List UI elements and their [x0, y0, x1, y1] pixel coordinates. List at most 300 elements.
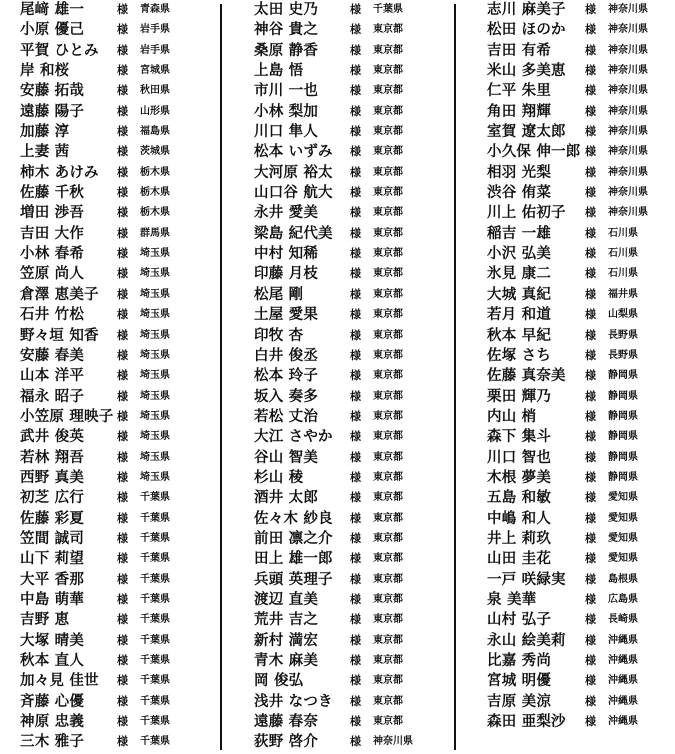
person-name: 武井 俊英 — [20, 429, 85, 446]
list-item — [20, 183, 210, 203]
person-name: 吉田 大作 — [20, 225, 85, 242]
person-name: 川口 隼人 — [254, 124, 319, 141]
person-name: 新村 満宏 — [254, 632, 319, 649]
prefecture: 沖縄県 — [608, 695, 638, 707]
honorific: 様 — [350, 450, 361, 464]
prefecture: 東京都 — [373, 288, 403, 300]
honorific: 様 — [350, 613, 361, 627]
honorific: 様 — [350, 389, 361, 403]
person-name: 酒井 太郎 — [254, 490, 319, 507]
honorific: 様 — [350, 694, 361, 708]
prefecture: 埼玉県 — [140, 471, 170, 483]
honorific: 様 — [585, 470, 596, 484]
person-name: 初芝 広行 — [20, 490, 85, 507]
prefecture: 千葉県 — [140, 634, 170, 646]
prefecture: 神奈川県 — [608, 85, 648, 97]
honorific: 様 — [117, 552, 128, 566]
prefecture: 埼玉県 — [140, 329, 170, 341]
person-name: 田上 雄一郎 — [254, 551, 333, 568]
list-item — [254, 264, 444, 284]
prefecture: 埼玉県 — [140, 268, 170, 280]
honorific: 様 — [585, 23, 596, 37]
prefecture: 神奈川県 — [608, 166, 648, 178]
person-name: 山村 弘子 — [487, 612, 552, 629]
prefecture: 栃木県 — [140, 207, 170, 219]
prefecture: 埼玉県 — [140, 309, 170, 321]
prefecture: 千葉県 — [140, 655, 170, 666]
list-item — [254, 81, 444, 101]
prefecture: 東京都 — [373, 675, 403, 687]
honorific: 様 — [350, 531, 361, 545]
list-item — [487, 570, 672, 590]
prefecture: 東京都 — [373, 573, 403, 585]
prefecture: 東京都 — [373, 716, 403, 728]
list-item — [487, 81, 672, 101]
honorific: 様 — [350, 348, 361, 362]
person-name: 谷山 智美 — [254, 449, 319, 466]
honorific: 様 — [585, 328, 596, 342]
person-name: 印藤 月枝 — [254, 266, 319, 283]
prefecture: 東京都 — [373, 146, 403, 158]
person-name: 若月 和道 — [487, 307, 552, 324]
list-item — [20, 244, 210, 264]
list-item — [20, 346, 210, 366]
prefecture: 東京都 — [373, 695, 403, 707]
list-item — [254, 244, 444, 264]
honorific: 様 — [585, 694, 596, 708]
honorific: 様 — [117, 592, 128, 606]
person-name: 室賀 遼太郎 — [487, 124, 566, 141]
person-name: 栗田 輝乃 — [487, 388, 552, 405]
honorific: 様 — [350, 186, 361, 200]
person-name: 若林 翔吾 — [20, 449, 85, 466]
list-item — [20, 570, 210, 590]
list-item — [254, 163, 444, 183]
honorific: 様 — [117, 674, 128, 688]
prefecture: 神奈川県 — [608, 24, 648, 36]
list-item — [20, 285, 210, 305]
person-name: 永山 絵美莉 — [487, 632, 566, 649]
prefecture: 広島県 — [608, 593, 638, 605]
prefecture: 東京都 — [373, 512, 403, 524]
prefecture: 東京都 — [373, 166, 403, 178]
person-name: 比嘉 秀尚 — [487, 653, 552, 669]
list-item — [487, 224, 672, 244]
list-item — [487, 326, 672, 346]
prefecture: 宮城県 — [140, 65, 170, 77]
prefecture: 東京都 — [373, 634, 403, 646]
prefecture: 千葉県 — [140, 492, 170, 504]
list-item — [20, 590, 210, 610]
name-list-column-1 — [20, 0, 210, 754]
honorific: 様 — [585, 3, 596, 16]
honorific: 様 — [117, 226, 128, 240]
list-item — [487, 142, 672, 162]
list-item — [487, 468, 672, 488]
honorific: 様 — [117, 694, 128, 708]
prefecture: 東京都 — [373, 187, 403, 199]
prefecture: 東京都 — [373, 532, 403, 544]
honorific: 様 — [117, 104, 128, 118]
prefecture: 東京都 — [373, 553, 403, 565]
prefecture: 石川県 — [608, 227, 638, 239]
person-name: 角田 翔輝 — [487, 103, 552, 120]
prefecture: 神奈川県 — [373, 736, 413, 748]
list-item — [20, 671, 210, 691]
honorific: 様 — [117, 613, 128, 627]
list-item — [254, 305, 444, 325]
honorific: 様 — [350, 308, 361, 322]
person-name: 泉 美華 — [487, 591, 537, 608]
honorific: 様 — [585, 165, 596, 179]
honorific: 様 — [585, 226, 596, 240]
person-name: 仁平 朱里 — [487, 83, 552, 100]
honorific: 様 — [585, 674, 596, 688]
honorific: 様 — [117, 328, 128, 342]
honorific: 様 — [117, 572, 128, 586]
list-item — [20, 20, 210, 40]
honorific: 様 — [117, 247, 128, 261]
person-name: 石井 竹松 — [20, 307, 85, 324]
honorific: 様 — [117, 654, 128, 667]
honorific: 様 — [585, 430, 596, 444]
person-name: 松尾 剛 — [254, 286, 304, 303]
honorific: 様 — [585, 491, 596, 505]
prefecture: 島根県 — [608, 573, 638, 585]
honorific: 様 — [585, 348, 596, 362]
prefecture: 静岡県 — [608, 451, 638, 463]
prefecture: 沖縄県 — [608, 675, 638, 687]
honorific: 様 — [117, 735, 128, 749]
person-name: 山下 莉望 — [20, 551, 85, 568]
honorific: 様 — [117, 491, 128, 505]
honorific: 様 — [585, 511, 596, 525]
prefecture: 岩手県 — [140, 24, 170, 36]
prefecture: 静岡県 — [608, 471, 638, 483]
honorific: 様 — [350, 206, 361, 220]
person-name: 三木 雅子 — [20, 734, 85, 751]
person-name: 平賀 ひとみ — [20, 42, 99, 59]
person-name: 桑原 静香 — [254, 42, 319, 59]
person-name: 斉藤 心優 — [20, 693, 85, 710]
honorific: 様 — [585, 613, 596, 627]
person-name: 渡辺 直美 — [254, 591, 319, 608]
list-item — [20, 366, 210, 386]
person-name: 松田 ほのか — [487, 22, 566, 39]
honorific: 様 — [585, 125, 596, 139]
person-name: 前田 凛之介 — [254, 530, 333, 547]
person-name: 安藤 春美 — [20, 347, 85, 364]
prefecture: 茨城県 — [140, 146, 170, 158]
list-item — [254, 41, 444, 61]
honorific: 様 — [350, 470, 361, 484]
list-item — [20, 732, 210, 752]
person-name: 小久保 伸一郎 — [487, 144, 581, 161]
person-name: 兵頭 英理子 — [254, 571, 333, 588]
list-item — [487, 244, 672, 264]
honorific: 様 — [117, 450, 128, 464]
person-name: 岡 俊弘 — [254, 673, 304, 690]
person-name: 森下 集斗 — [487, 429, 552, 446]
prefecture: 千葉県 — [140, 716, 170, 728]
list-item — [20, 305, 210, 325]
person-name: 大城 真紀 — [487, 286, 552, 303]
list-item — [20, 41, 210, 61]
honorific: 様 — [117, 470, 128, 484]
person-name: 渋谷 侑菜 — [487, 185, 552, 202]
prefecture: 石川県 — [608, 248, 638, 260]
list-item — [487, 529, 672, 549]
list-item — [20, 203, 210, 223]
prefecture: 青森県 — [140, 4, 170, 15]
list-item — [254, 366, 444, 386]
prefecture: 山梨県 — [608, 309, 638, 321]
list-item — [487, 20, 672, 40]
honorific: 様 — [117, 430, 128, 444]
person-name: 五島 和敏 — [487, 490, 552, 507]
prefecture: 東京都 — [373, 24, 403, 36]
list-item — [20, 712, 210, 732]
honorific: 様 — [117, 145, 128, 159]
honorific: 様 — [117, 64, 128, 78]
prefecture: 埼玉県 — [140, 410, 170, 422]
list-item — [20, 102, 210, 122]
person-name: 福永 昭子 — [20, 388, 85, 405]
prefecture: 東京都 — [373, 410, 403, 422]
honorific: 様 — [585, 43, 596, 57]
person-name: 米山 多美恵 — [487, 63, 566, 80]
list-item — [487, 203, 672, 223]
prefecture: 東京都 — [373, 248, 403, 260]
person-name: 佐藤 真奈美 — [487, 368, 566, 385]
prefecture: 東京都 — [373, 227, 403, 239]
list-item — [20, 61, 210, 81]
person-name: 松本 いずみ — [254, 144, 333, 161]
list-item — [254, 224, 444, 244]
list-item — [487, 407, 672, 427]
honorific: 様 — [350, 592, 361, 606]
honorific: 様 — [350, 552, 361, 566]
prefecture: 東京都 — [373, 309, 403, 321]
list-item — [254, 142, 444, 162]
prefecture: 秋田県 — [140, 85, 170, 97]
prefecture: 千葉県 — [140, 593, 170, 605]
person-name: 大江 さやか — [254, 429, 333, 446]
prefecture: 神奈川県 — [608, 187, 648, 199]
list-item — [254, 122, 444, 142]
person-name: 神谷 貴之 — [254, 22, 319, 39]
prefecture: 千葉県 — [140, 512, 170, 524]
prefecture: 群馬県 — [140, 227, 170, 239]
list-item — [20, 326, 210, 346]
list-item — [254, 671, 444, 691]
list-item — [254, 102, 444, 122]
honorific: 様 — [350, 511, 361, 525]
person-name: 倉澤 恵美子 — [20, 286, 99, 303]
prefecture: 東京都 — [373, 207, 403, 219]
prefecture: 福井県 — [608, 288, 638, 300]
honorific: 様 — [585, 633, 596, 647]
honorific: 様 — [350, 369, 361, 383]
honorific: 様 — [117, 308, 128, 322]
honorific: 様 — [350, 267, 361, 281]
person-name: 若松 丈治 — [254, 408, 319, 425]
person-name: 小林 梨加 — [254, 103, 319, 120]
honorific: 様 — [350, 674, 361, 688]
prefecture: 千葉県 — [140, 573, 170, 585]
person-name: 笠原 尚人 — [20, 266, 85, 283]
person-name: 川上 佑初子 — [487, 205, 566, 222]
person-name: 小原 優己 — [20, 22, 85, 39]
prefecture: 静岡県 — [608, 431, 638, 443]
list-item — [20, 387, 210, 407]
honorific: 様 — [585, 450, 596, 464]
person-name: 氷見 康二 — [487, 266, 552, 283]
person-name: 山口谷 航大 — [254, 185, 333, 202]
honorific: 様 — [585, 369, 596, 383]
prefecture: 千葉県 — [140, 532, 170, 544]
person-name: 中島 萌華 — [20, 591, 85, 608]
prefecture: 東京都 — [373, 614, 403, 626]
list-item — [254, 448, 444, 468]
list-item — [487, 549, 672, 569]
honorific: 様 — [585, 552, 596, 566]
honorific: 様 — [117, 389, 128, 403]
honorific: 様 — [117, 3, 128, 16]
person-name: 吉田 有希 — [487, 42, 552, 59]
list-item — [487, 183, 672, 203]
honorific: 様 — [350, 491, 361, 505]
person-name: 内山 梢 — [487, 408, 537, 425]
honorific: 様 — [117, 186, 128, 200]
honorific: 様 — [585, 247, 596, 261]
prefecture: 東京都 — [373, 349, 403, 361]
person-name: 稲吉 一雄 — [487, 225, 552, 242]
list-item — [20, 549, 210, 569]
honorific: 様 — [350, 287, 361, 301]
list-item — [254, 570, 444, 590]
person-name: 小沢 弘美 — [487, 246, 552, 263]
prefecture: 沖縄県 — [608, 634, 638, 646]
list-item — [487, 41, 672, 61]
list-item — [20, 142, 210, 162]
prefecture: 埼玉県 — [140, 390, 170, 402]
column-divider — [220, 4, 222, 750]
list-item — [487, 122, 672, 142]
honorific: 様 — [350, 43, 361, 57]
list-item — [20, 651, 210, 671]
prefecture: 埼玉県 — [140, 431, 170, 443]
person-name: 川口 智也 — [487, 449, 552, 466]
prefecture: 東京都 — [373, 492, 403, 504]
list-item — [20, 529, 210, 549]
name-list-column-2 — [254, 0, 444, 754]
person-name: 山田 圭花 — [487, 551, 552, 568]
honorific: 様 — [350, 247, 361, 261]
prefecture: 埼玉県 — [140, 288, 170, 300]
list-item — [254, 427, 444, 447]
person-name: 秋本 早紀 — [487, 327, 552, 344]
person-name: 佐藤 彩夏 — [20, 510, 85, 527]
list-item — [20, 610, 210, 630]
prefecture: 神奈川県 — [608, 44, 648, 56]
person-name: 市川 一也 — [254, 83, 319, 100]
person-name: 森田 亜梨沙 — [487, 714, 566, 731]
list-item — [254, 509, 444, 529]
list-item — [20, 448, 210, 468]
prefecture: 石川県 — [608, 268, 638, 280]
person-name: 青木 麻美 — [254, 653, 319, 669]
honorific: 様 — [350, 84, 361, 98]
honorific: 様 — [350, 715, 361, 729]
list-item — [20, 0, 210, 20]
list-item — [487, 346, 672, 366]
person-name: 中村 知稀 — [254, 246, 319, 263]
list-item — [487, 631, 672, 651]
prefecture: 東京都 — [373, 105, 403, 117]
list-item — [20, 81, 210, 101]
list-item — [20, 468, 210, 488]
prefecture: 千葉県 — [140, 614, 170, 626]
list-item — [487, 671, 672, 691]
prefecture: 埼玉県 — [140, 370, 170, 382]
honorific: 様 — [585, 84, 596, 98]
honorific: 様 — [350, 104, 361, 118]
person-name: 佐々木 紗良 — [254, 510, 333, 527]
list-item — [20, 509, 210, 529]
person-name: 一戸 咲緑実 — [487, 571, 566, 588]
person-name: 中嶋 和人 — [487, 510, 552, 527]
person-name: 山本 洋平 — [20, 368, 85, 385]
prefecture: 岩手県 — [140, 44, 170, 56]
prefecture: 神奈川県 — [608, 65, 648, 77]
person-name: 荻野 啓介 — [254, 734, 319, 751]
prefecture: 東京都 — [373, 268, 403, 280]
prefecture: 長野県 — [608, 349, 638, 361]
list-item — [487, 264, 672, 284]
honorific: 様 — [350, 23, 361, 37]
list-item — [487, 102, 672, 122]
person-name: 尾﨑 雄一 — [20, 2, 85, 18]
prefecture: 千葉県 — [140, 553, 170, 565]
prefecture: 長野県 — [608, 329, 638, 341]
honorific: 様 — [585, 409, 596, 423]
prefecture: 東京都 — [373, 451, 403, 463]
list-item — [487, 366, 672, 386]
person-name: 岸 和桜 — [20, 63, 70, 80]
list-item — [20, 488, 210, 508]
prefecture: 静岡県 — [608, 390, 638, 402]
prefecture: 愛知県 — [608, 553, 638, 565]
person-name: 増田 渉吾 — [20, 205, 85, 222]
prefecture: 千葉県 — [140, 695, 170, 707]
honorific: 様 — [350, 572, 361, 586]
list-item — [487, 488, 672, 508]
honorific: 様 — [350, 654, 361, 667]
person-name: 土屋 愛果 — [254, 307, 319, 324]
prefecture: 神奈川県 — [608, 207, 648, 219]
person-name: 加々見 佳世 — [20, 673, 99, 690]
prefecture: 東京都 — [373, 593, 403, 605]
honorific: 様 — [585, 145, 596, 159]
prefecture: 千葉県 — [373, 4, 403, 15]
honorific: 様 — [117, 369, 128, 383]
person-name: 柿木 あけみ — [20, 164, 99, 181]
list-item — [254, 692, 444, 712]
prefecture: 東京都 — [373, 390, 403, 402]
honorific: 様 — [585, 104, 596, 118]
prefecture: 神奈川県 — [608, 126, 648, 138]
